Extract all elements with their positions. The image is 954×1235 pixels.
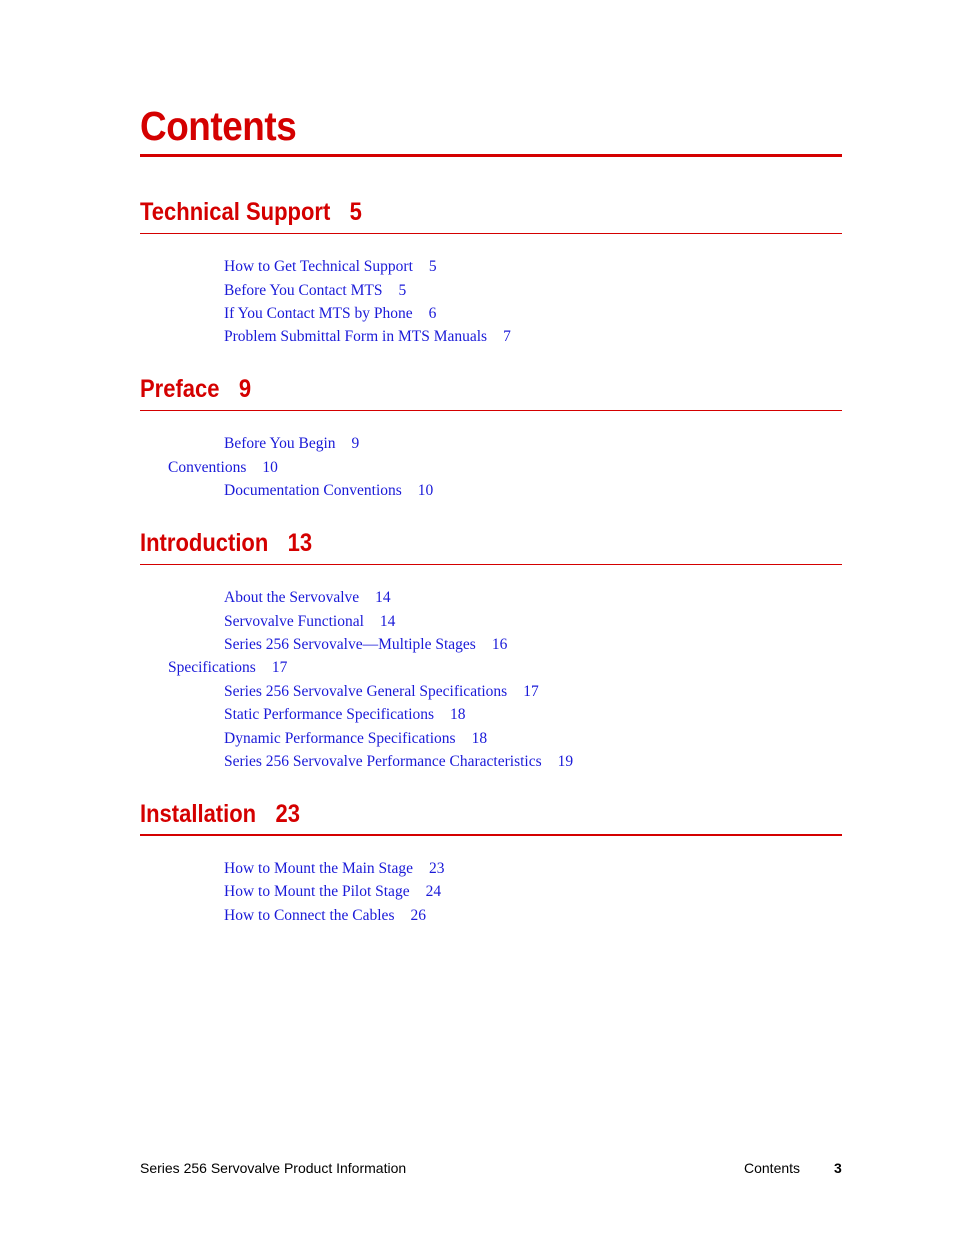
section-heading-installation[interactable] (140, 799, 300, 829)
toc-entry-text: Servovalve Functional (224, 613, 364, 630)
toc-entry-problem-submittal-form[interactable] (224, 327, 511, 347)
toc-entry-connect-the-cables[interactable] (224, 906, 426, 926)
toc-entry-specifications[interactable] (168, 658, 287, 678)
toc-entry-text: If You Contact MTS by Phone (224, 305, 413, 322)
toc-entry-text: Series 256 Servovalve Performance Characteristics (224, 753, 542, 770)
toc-entry-page: 5 (428, 258, 437, 275)
toc-entry-page: 5 (398, 282, 407, 299)
toc-entry-text: How to Get Technical Support (224, 258, 413, 275)
toc-entry-before-you-begin[interactable] (224, 434, 359, 454)
toc-entry-page: 23 (429, 860, 445, 877)
toc-entry-general-specifications[interactable] (224, 682, 539, 702)
section-page-number: 13 (287, 529, 313, 557)
section-title: Introduction (140, 529, 269, 557)
toc-entry-text: Series 256 Servovalve—Multiple Stages (224, 636, 476, 653)
toc-entry-documentation-conventions[interactable] (224, 481, 433, 501)
toc-entry-text: Specifications (168, 659, 256, 676)
toc-entry-text: How to Connect the Cables (224, 907, 395, 924)
toc-entry-how-to-get-technical-support[interactable] (224, 257, 437, 277)
toc-entry-page: 24 (425, 883, 442, 900)
toc-entry-about-the-servovalve[interactable] (224, 588, 391, 608)
toc-entry-multiple-stages[interactable] (224, 635, 507, 655)
toc-entry-text: Documentation Conventions (224, 482, 402, 499)
toc-entry-page: 18 (471, 730, 488, 747)
toc-entry-page: 6 (428, 305, 437, 322)
section-page-number: 23 (275, 800, 300, 828)
toc-entry-page: 10 (262, 459, 278, 476)
toc-entry-mount-main-stage[interactable] (224, 859, 445, 879)
section-heading-preface[interactable] (140, 374, 251, 404)
section-heading-introduction[interactable] (140, 528, 312, 558)
toc-entry-text: Dynamic Performance Specifications (224, 730, 456, 747)
footer-page-number: 3 (834, 1160, 842, 1176)
section-title: Preface (140, 375, 220, 403)
toc-entry-page: 10 (417, 482, 434, 499)
toc-entry-text: Before You Contact MTS (224, 282, 383, 299)
toc-entry-servovalve-functional[interactable] (224, 612, 395, 632)
section-rule (140, 834, 842, 836)
toc-entry-page: 26 (410, 907, 426, 924)
toc-entry-conventions[interactable] (168, 458, 278, 478)
section-page-number: 5 (349, 198, 362, 226)
toc-entry-text: About the Servovalve (224, 589, 360, 606)
toc-entry-text: How to Mount the Main Stage (224, 860, 413, 877)
toc-entry-text: Series 256 Servovalve General Specifications (224, 683, 508, 700)
toc-entry-text: Before You Begin (224, 435, 336, 452)
toc-entry-text: Static Performance Specifications (224, 706, 435, 723)
toc-entry-mount-pilot-stage[interactable] (224, 882, 441, 902)
title-rule (140, 154, 842, 157)
toc-entry-page: 17 (523, 683, 539, 700)
toc-entry-page: 17 (271, 659, 288, 676)
section-title: Installation (140, 800, 257, 828)
footer-section-name: Contents (744, 1160, 801, 1176)
toc-entry-static-performance-specifications[interactable] (224, 705, 466, 725)
toc-entry-page: 14 (379, 613, 396, 630)
page-title: Contents (140, 103, 297, 149)
section-rule (140, 564, 842, 565)
toc-entry-performance-characteristics[interactable] (224, 752, 573, 772)
toc-entry-page: 7 (503, 328, 511, 345)
footer-document-title: Series 256 Servovalve Product Information (140, 1160, 407, 1176)
toc-entry-page: 19 (557, 753, 574, 770)
toc-entry-if-you-contact-mts-by-phone[interactable] (224, 304, 436, 324)
toc-entry-before-you-contact-mts[interactable] (224, 281, 406, 301)
section-rule (140, 233, 842, 234)
toc-entry-dynamic-performance-specifications[interactable] (224, 729, 487, 749)
toc-entry-page: 14 (375, 589, 391, 606)
section-page-number: 9 (238, 375, 252, 403)
section-rule (140, 410, 842, 411)
section-heading-technical-support[interactable] (140, 197, 362, 227)
toc-entry-text: Problem Submittal Form in MTS Manuals (224, 328, 488, 345)
toc-entry-page: 18 (450, 706, 466, 723)
section-title: Technical Support (140, 198, 331, 226)
toc-entry-text: Conventions (168, 459, 247, 476)
toc-entry-page: 16 (491, 636, 508, 653)
toc-entry-page: 9 (351, 435, 360, 452)
toc-entry-text: How to Mount the Pilot Stage (224, 883, 410, 900)
